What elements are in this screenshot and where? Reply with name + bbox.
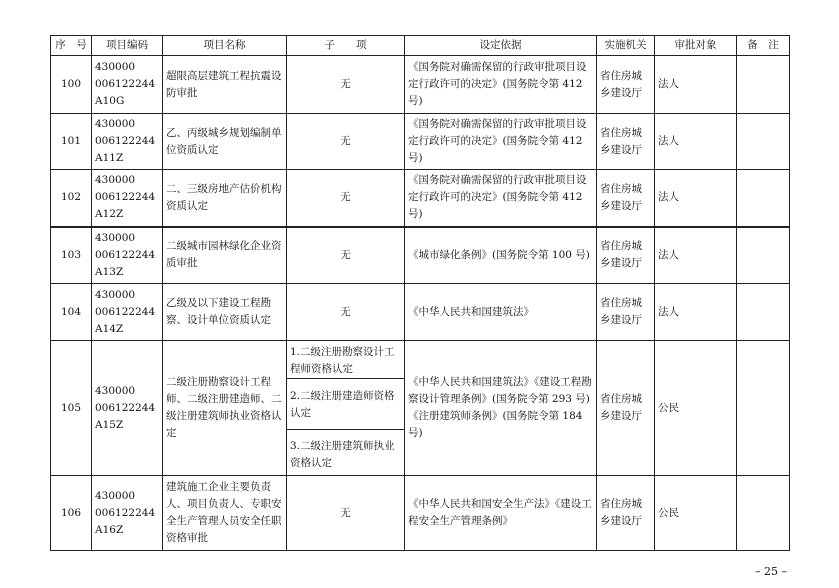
row-target: 法人 bbox=[655, 284, 737, 341]
table-row bbox=[51, 170, 790, 227]
row-sub: 无 bbox=[287, 227, 405, 284]
table-row bbox=[51, 284, 790, 341]
table-row bbox=[51, 476, 790, 551]
row-note bbox=[737, 341, 790, 476]
row-code: 430000 006122244 A14Z bbox=[92, 284, 163, 341]
header-sub: 子 项 bbox=[287, 36, 405, 56]
row-agency: 省住房城乡建设厅 bbox=[597, 170, 655, 227]
row-agency: 省住房城乡建设厅 bbox=[597, 114, 655, 170]
row-sub bbox=[287, 341, 405, 476]
row-agency: 省住房城乡建设厅 bbox=[597, 227, 655, 284]
table-row bbox=[51, 341, 790, 476]
row-code: 430000 006122244 A12Z bbox=[92, 170, 163, 227]
row-sub: 无 bbox=[287, 114, 405, 170]
header-target: 审批对象 bbox=[655, 36, 737, 56]
row-code: 430000 006122244 A10G bbox=[92, 56, 163, 114]
row-name: 二、三级房地产估价机构资质认定 bbox=[163, 170, 287, 227]
page-number: – 25 – bbox=[755, 565, 787, 578]
row-name: 建筑施工企业主要负责人、项目负责人、专职安全生产管理人员安全任职资格审批 bbox=[163, 476, 287, 551]
row-basis: 《城市绿化条例》(国务院令第 100 号) bbox=[405, 227, 597, 284]
row-note bbox=[737, 170, 790, 227]
row-note bbox=[737, 284, 790, 341]
row-agency: 省住房城乡建设厅 bbox=[597, 56, 655, 114]
table-row bbox=[51, 227, 790, 284]
row-sub: 无 bbox=[287, 284, 405, 341]
row-sub: 无 bbox=[287, 170, 405, 227]
row-no: 106 bbox=[51, 476, 92, 551]
header-note: 备 注 bbox=[737, 36, 790, 56]
row-target: 法人 bbox=[655, 114, 737, 170]
table-row bbox=[51, 114, 790, 170]
row-no: 102 bbox=[51, 170, 92, 227]
row-sub: 无 bbox=[287, 476, 405, 551]
row-sub: 无 bbox=[287, 56, 405, 114]
row-basis: 《中华人民共和国安全生产法》《建设工程安全生产管理条例》 bbox=[405, 476, 597, 551]
row-name: 乙、丙级城乡规划编制单位资质认定 bbox=[163, 114, 287, 170]
row-target: 法人 bbox=[655, 227, 737, 284]
row-no: 103 bbox=[51, 227, 92, 284]
row-agency: 省住房城乡建设厅 bbox=[597, 341, 655, 476]
row-name: 超限高层建筑工程抗震设防审批 bbox=[163, 56, 287, 114]
table-row bbox=[51, 56, 790, 114]
row-name: 乙级及以下建设工程勘察、设计单位资质认定 bbox=[163, 284, 287, 341]
sub-item: 1.二级注册勘察设计工程师资格认定 bbox=[287, 341, 404, 379]
row-agency: 省住房城乡建设厅 bbox=[597, 476, 655, 551]
row-code: 430000 006122244 A13Z bbox=[92, 227, 163, 284]
row-name: 二级注册勘察设计工程师、二级注册建造师、二级注册建筑师执业资格认定 bbox=[163, 341, 287, 476]
row-note bbox=[737, 227, 790, 284]
row-note bbox=[737, 476, 790, 551]
row-note bbox=[737, 114, 790, 170]
row-target: 法人 bbox=[655, 56, 737, 114]
row-target: 公民 bbox=[655, 341, 737, 476]
row-note bbox=[737, 56, 790, 114]
row-name: 二级城市园林绿化企业资质审批 bbox=[163, 227, 287, 284]
row-basis: 《国务院对确需保留的行政审批项目设定行政许可的决定》(国务院令第 412 号) bbox=[405, 170, 597, 227]
header-name: 项目名称 bbox=[163, 36, 287, 56]
row-code: 430000 006122244 A15Z bbox=[92, 341, 163, 476]
row-target: 法人 bbox=[655, 170, 737, 227]
row-code: 430000 006122244 A11Z bbox=[92, 114, 163, 170]
sub-item: 2.二级注册建造师资格认定 bbox=[287, 379, 404, 430]
approval-items-table bbox=[50, 35, 790, 551]
header-no: 序 号 bbox=[51, 36, 92, 56]
sub-item: 3.二级注册建筑师执业资格认定 bbox=[290, 440, 395, 469]
row-basis: 《中华人民共和国建筑法》《建设工程勘察设计管理条例》(国务院令第 293 号)《注册建筑师条例》(国务院令第 184 号) bbox=[405, 341, 597, 476]
row-no: 104 bbox=[51, 284, 92, 341]
table-header-row bbox=[51, 36, 790, 56]
row-code: 430000 006122244 A16Z bbox=[92, 476, 163, 551]
row-no: 101 bbox=[51, 114, 92, 170]
row-basis: 《国务院对确需保留的行政审批项目设定行政许可的决定》(国务院令第 412 号) bbox=[405, 114, 597, 170]
row-target: 公民 bbox=[655, 476, 737, 551]
row-no: 105 bbox=[51, 341, 92, 476]
header-agency: 实施机关 bbox=[597, 36, 655, 56]
header-basis: 设定依据 bbox=[405, 36, 597, 56]
row-no: 100 bbox=[51, 56, 92, 114]
row-basis: 《中华人民共和国建筑法》 bbox=[405, 284, 597, 341]
header-code: 项目编码 bbox=[92, 36, 163, 56]
row-agency: 省住房城乡建设厅 bbox=[597, 284, 655, 341]
row-basis: 《国务院对确需保留的行政审批项目设定行政许可的决定》(国务院令第 412 号) bbox=[405, 56, 597, 114]
